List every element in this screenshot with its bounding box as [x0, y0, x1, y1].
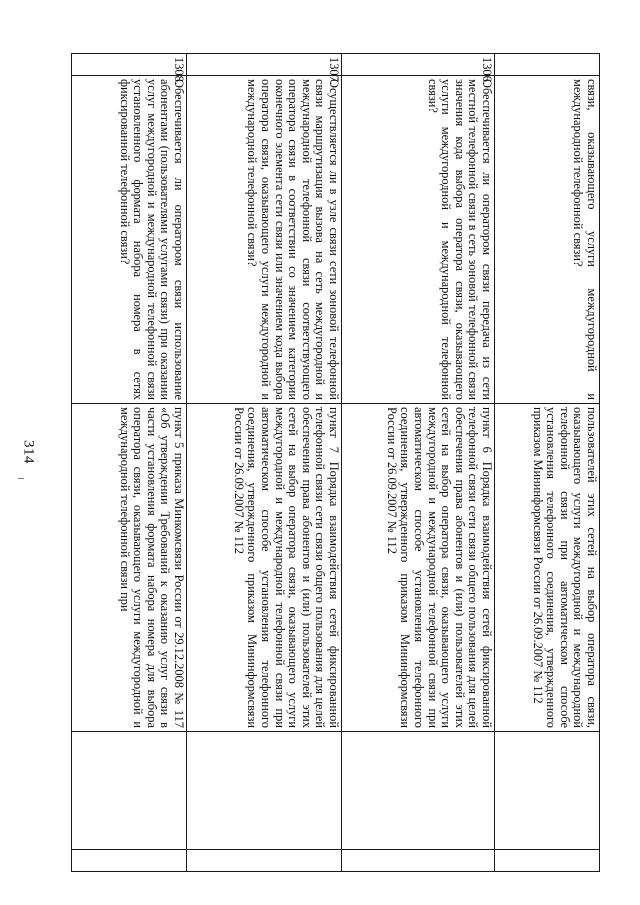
empty-cell — [187, 850, 342, 872]
table-row — [72, 54, 187, 872]
row-number: 1307. — [187, 54, 342, 76]
legal-basis-cell: пункт 5 приказа Минкомсвязи России от 29.12.2008 № 117 «Об утверждении Требований к оказанию услуг связи в части установления формата набора номера для выбора оператора связи, оказывающего услуги междугородной и международной телефонной связи при — [72, 404, 187, 732]
row-number: 1308. — [72, 54, 187, 76]
table-row — [187, 54, 342, 872]
question-cell: Обеспечивается ли оператором связи использование абонентами (пользователями услугами связи) при оказании услуг междугородной и международной телефонной связи установленного формата набора номера в сетях фиксированной телефонной связи? — [72, 76, 187, 404]
row-number — [495, 54, 600, 76]
empty-cell — [72, 850, 187, 872]
scan-mark — [18, 478, 24, 479]
table-row — [495, 54, 600, 872]
empty-cell — [495, 850, 600, 872]
legal-basis-cell: пункт 7 Порядка взаимодействия сетей фиксированной телефонной связи сети связи общего пользования для целей обеспечения права абонентов и (или) пользователей этих сетей на выбор оператора связи, оказывающего услуги междугородной и международной телефонной связи при автоматическом способе установления телефонного соединения, утвержденного приказом Мининформсвязи России от 26.09.2007 № 112 — [187, 404, 342, 732]
rotated-page-content — [72, 53, 600, 852]
table-row — [342, 54, 495, 872]
checklist-table — [71, 53, 600, 872]
page-number: 314 — [20, 440, 37, 464]
empty-cell — [72, 732, 187, 850]
legal-basis-cell: пользователей этих сетей на выбор оператора связи, оказывающего услуги междугородной и международной телефонной связи при автоматическом способе установления телефонного соединения, утвержденного приказом Мининформсвязи России от 26.09.2007 № 112 — [495, 404, 600, 732]
row-number: 1306. — [342, 54, 495, 76]
question-cell: Обеспечивается ли оператором связи передача из сети местной телефонной связи в сеть зоновой телефонной связи значения кода выбора оператора связи, оказывающего услуги междугородной и международной телефонной связи? — [342, 76, 495, 404]
empty-cell — [342, 850, 495, 872]
legal-basis-cell: пункт 6 Порядка взаимодействия сетей фиксированной телефонной связи сети связи общего пользования для целей обеспечения права абонентов и (или) пользователей этих сетей на выбор оператора связи, оказывающего услуги междугородной и международной телефонной связи при автоматическом способе установления телефонного соединения, утвержденного приказом Мининформсвязи России от 26.09.2007 № 112 — [342, 404, 495, 732]
empty-cell — [342, 732, 495, 850]
question-cell: Осуществляется ли в узле связи сети зоновой телефонной связи маршрутизация вызова на сеть междугородной и международной телефонной связи соответствующего оператора связи в соответствии со значением категории оконечного элемента сети связи или значением кода выбора оператора связи, оказывающего услуги междугородной и международной телефонной связи? — [187, 76, 342, 404]
empty-cell — [495, 732, 600, 850]
question-cell: связи, оказывающего услуги междугородной и международной телефонной связи? — [495, 76, 600, 404]
empty-cell — [187, 732, 342, 850]
